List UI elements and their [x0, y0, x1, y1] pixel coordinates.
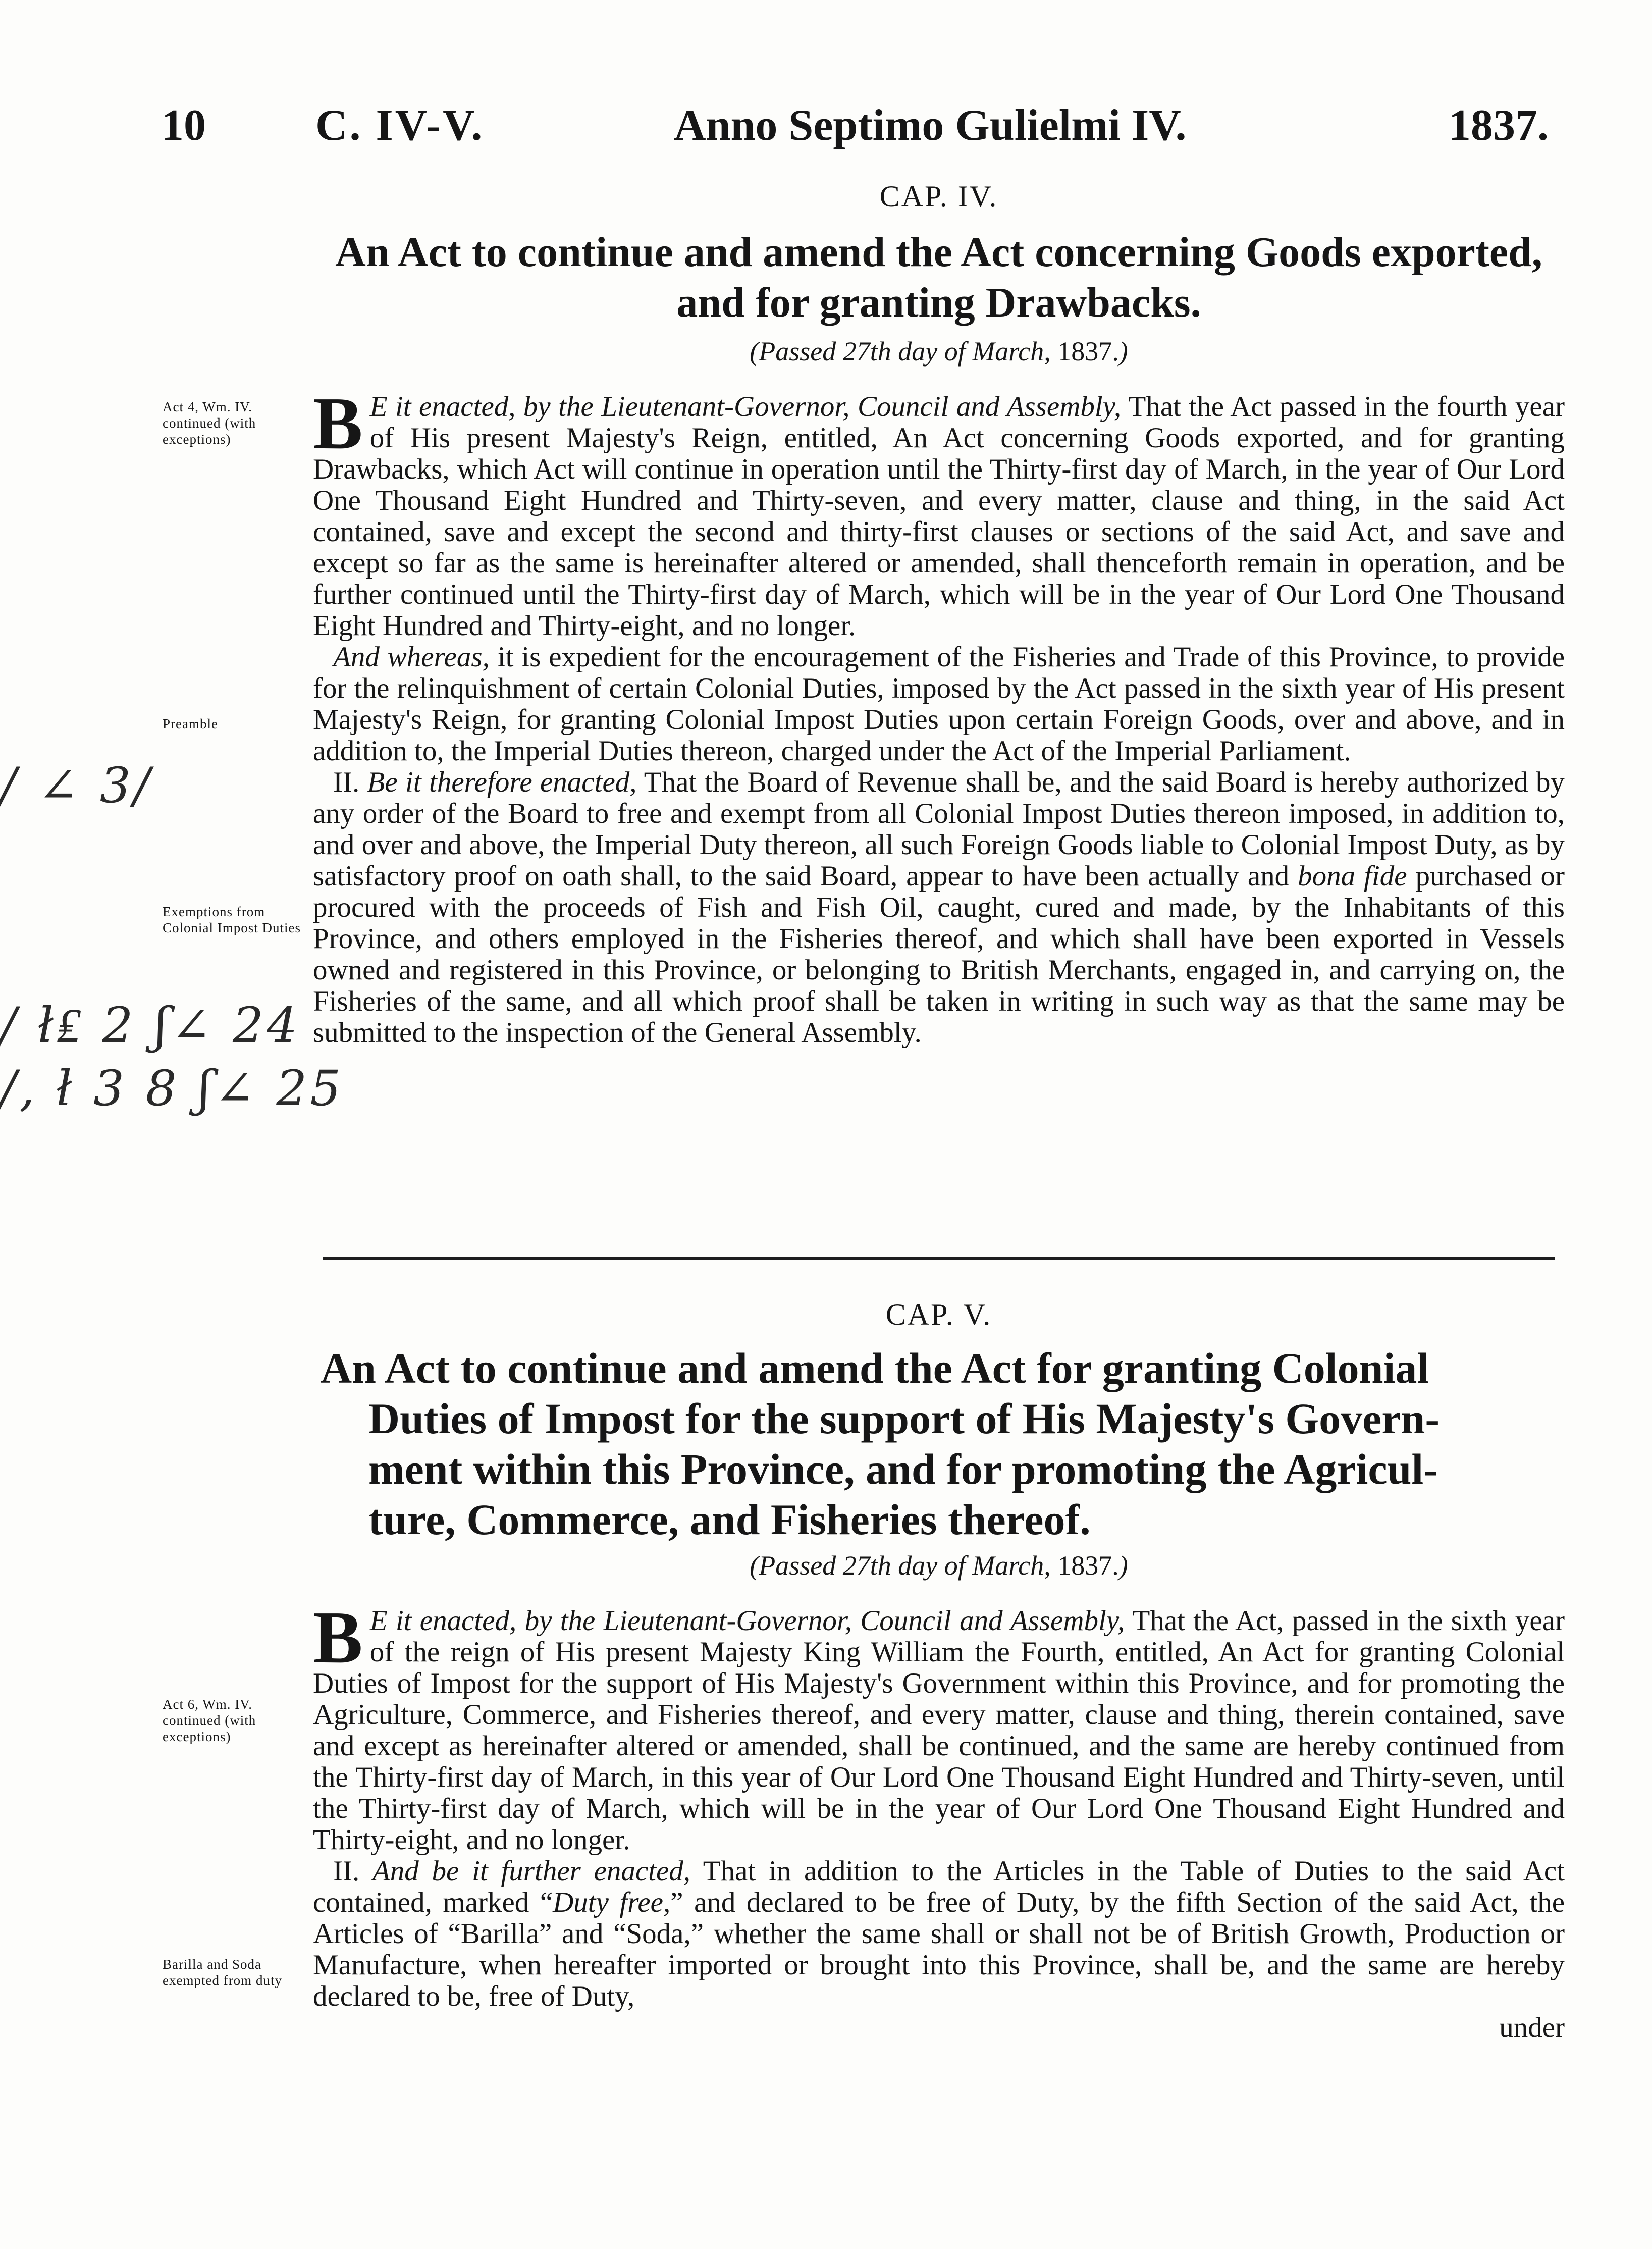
cap-5-title: An Act to continue and amend the Act for granting Colonial Duties of Impost for the support of His Majesty's Govern- ment within this Province, and for promoting the Agricul- ture, Commerce, and Fisheries thereof.: [321, 1344, 1440, 1544]
cap-5-passed-date: (Passed 27th day of March, 1837.): [750, 1550, 1128, 1581]
handwritten-note: / ł₤ 2 ʃ∠ 24: [0, 997, 301, 1054]
margin-note-preamble: Preamble: [163, 716, 218, 731]
handwritten-note: /, ł 3 8 ʃ∠ 25: [0, 1060, 344, 1117]
chapter-range: C. IV-V.: [315, 101, 485, 150]
drop-cap: B: [313, 1596, 363, 1679]
page-year: 1837.: [1449, 101, 1549, 150]
cap-4-section-2: II. Be it therefore enacted, That the Board of Revenue shall be, and the said Board is hereby authorized by any order of the Board to free and exempt from all Colonial Impost Duties thereon imposed, in addition to, and over and above, the Imperial Duty thereon, all such Foreign Goods liable to Colonial Impost Duty, as by satisfactory proof on oath shall, to the said Board, appear to have been actually and bona fide purchased or procured with the proceeds of Fish and Fish Oil, caught, cured and made, by the Inhabitants of this Province, and others employed in the Fisheries thereof, and which shall have been exported in Vessels owned and registered in this Province, or belonging to British Merchants, engaged in, and carrying on, the Fisheries of the same, and all which proof shall be taken in writing in such way as that the same may be submitted to the inspection of the General Assembly.: [313, 766, 1565, 1049]
running-title: Anno Septimo Gulielmi IV.: [674, 101, 1187, 150]
margin-note-exemptions: Exemptions from Colonial Impost Duties: [163, 904, 301, 935]
page-number: 10: [162, 101, 206, 150]
section-divider: [323, 1257, 1555, 1260]
margin-note-barilla-soda: Barilla and Soda exempted from duty: [163, 1957, 282, 1988]
margin-note-act-6-continued: Act 6, Wm. IV. continued (with exceptions): [163, 1697, 256, 1744]
drop-cap: B: [313, 382, 363, 465]
catchword: under: [1499, 2012, 1565, 2044]
cap-5-heading: CAP. V.: [885, 1298, 992, 1331]
handwritten-note: / ∠ 3/: [0, 757, 153, 814]
cap-4-title: An Act to continue and amend the Act concerning Goods exported, and for granting Drawbacks.: [335, 229, 1542, 326]
cap-4-heading: CAP. IV.: [879, 180, 998, 213]
cap-5-section-2: II. And be it further enacted, That in addition to the Articles in the Table of Duties to the said Act contained, marked “Duty free,” and declared to be free of Duty, by the fifth Section of the said Act, the Articles of “Barilla” and “Soda,” whether the same shall or shall not be of British Growth, Production or Manufacture, when hereafter imported or brought into this Province, shall be, and the same are hereby declared to be, free of Duty,: [313, 1855, 1565, 2012]
cap-5-section-1: B E it enacted, by the Lieutenant-Governor, Council and Assembly, That the Act, passed in the sixth year of the reign of His present Majesty King William the Fourth, entitled, An Act for granting Colonial Duties of Impost for the support of His Majesty's Government within this Province, and for promoting the Agriculture, Commerce, and Fisheries thereof, and every matter, clause and thing, therein contained, save and except as hereinafter altered or amended, shall be continued, and the same are hereby continued from the Thirty-first day of March, in this year of Our Lord One Thousand Eight Hundred and Thirty-seven, until the Thirty-first day of March, which will be in the year of Our Lord One Thousand Eight Hundred and Thirty-eight, and no longer.: [313, 1596, 1565, 1856]
cap-4-section-1: B E it enacted, by the Lieutenant-Governor, Council and Assembly, That the Act passed in the fourth year of His present Majesty's Reign, entitled, An Act concerning Goods exported, and for granting Drawbacks, which Act will continue in operation until the Thirty-first day of March, in the year of Our Lord One Thousand Eight Hundred and Thirty-seven, and every matter, clause and thing, in the said Act contained, save and except the second and thirty-first clauses or sections of the said Act, and save and except so far as the same is hereinafter altered or amended, shall thenceforth remain in operation, and be further continued until the Thirty-first day of March, which will be in the year of Our Lord One Thousand Eight Hundred and Thirty-eight, and no longer.: [313, 382, 1565, 642]
cap-5-body: [313, 1596, 1565, 2044]
cap-4-body: [313, 382, 1565, 1049]
cap-4-preamble: And whereas, it is expedient for the encouragement of the Fisheries and Trade of this Province, to provide for the relinquishment of certain Colonial Duties, imposed by the Act passed in the sixth year of His present Majesty's Reign, for granting Colonial Impost Duties upon certain Foreign Goods, over and above, and in addition to, the Imperial Duties thereon, charged under the Act of the Imperial Parliament.: [313, 641, 1565, 767]
cap-4-passed-date: (Passed 27th day of March, 1837.): [750, 336, 1128, 367]
margin-note-act-4-continued: Act 4, Wm. IV. continued (with exceptions): [163, 399, 256, 447]
